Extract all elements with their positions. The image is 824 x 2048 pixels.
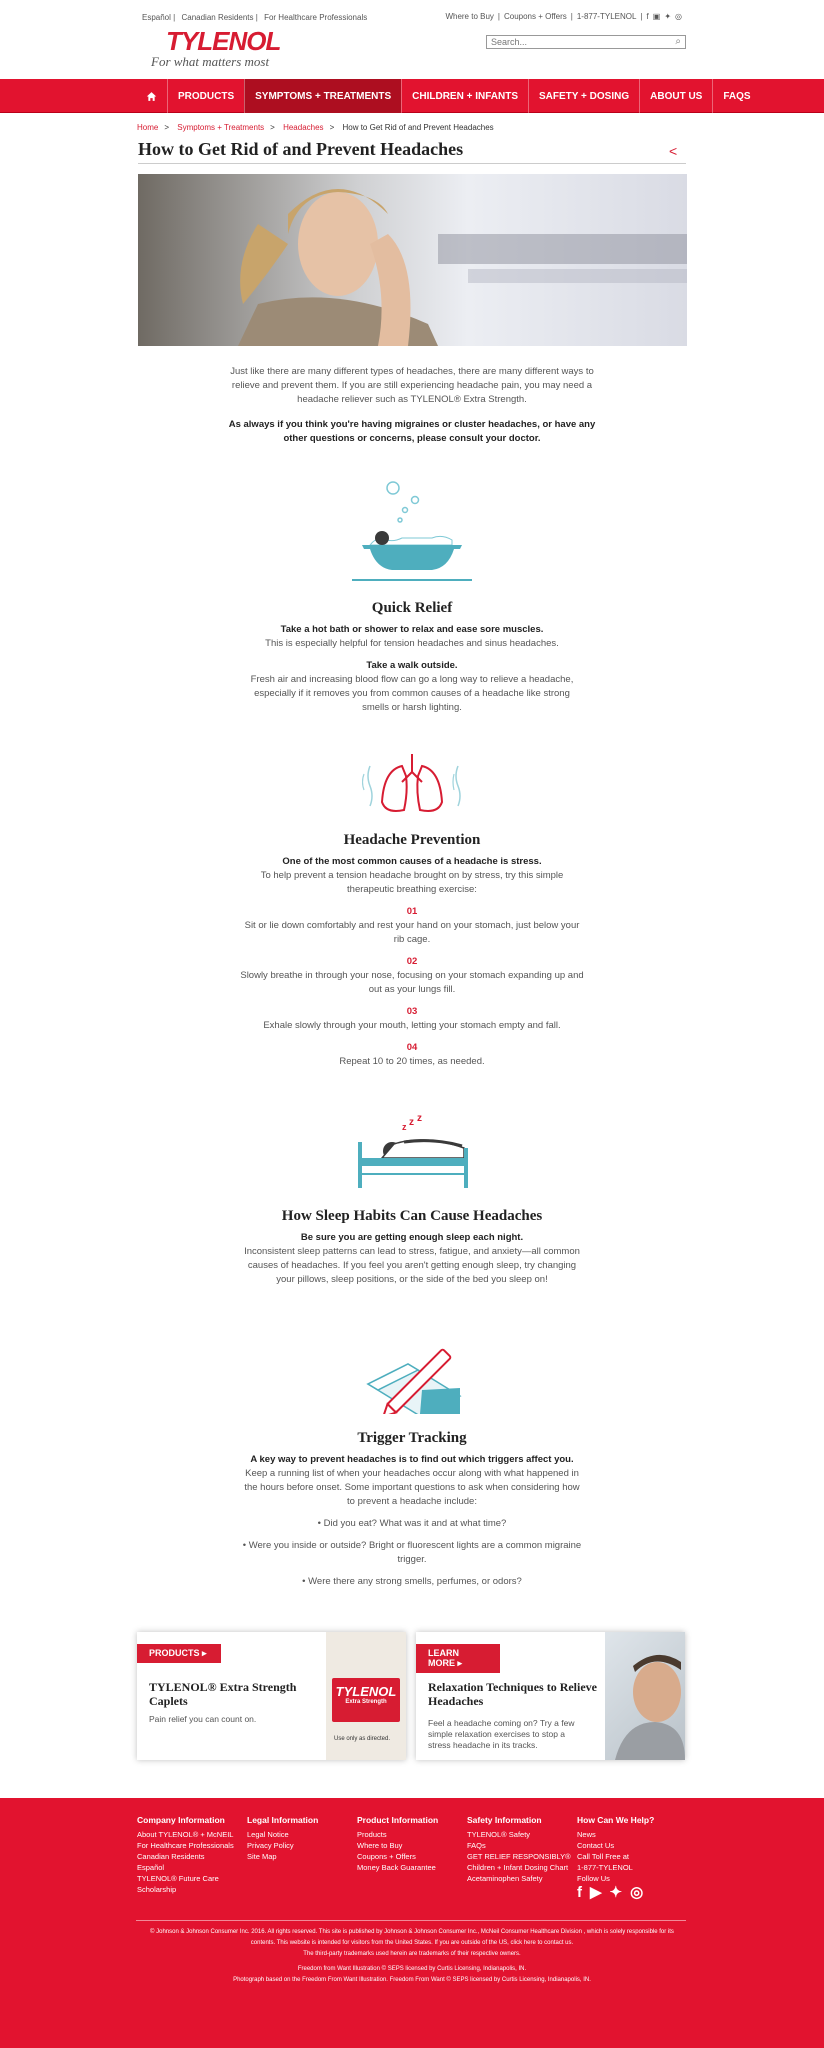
card-text: Pain relief you can count on. — [149, 1714, 257, 1724]
prevention-text: To help prevent a tension headache brought on by stress, try this simple therapeutic breathing exercise: — [260, 870, 564, 895]
footer-link[interactable]: FAQs — [467, 1841, 486, 1850]
search-icon[interactable]: ⌕ — [675, 36, 681, 47]
footer-link[interactable]: TYLENOL® Future Care Scholarship — [137, 1874, 219, 1894]
footer-link[interactable]: TYLENOL® Safety — [467, 1830, 531, 1839]
home-icon[interactable] — [136, 79, 167, 113]
learn-more-card[interactable] — [416, 1632, 685, 1760]
espanol-link[interactable]: Español — [142, 13, 171, 22]
footer-link[interactable]: Where to Buy — [357, 1841, 403, 1850]
nav-symptoms[interactable]: SYMPTOMS + TREATMENTS — [244, 79, 401, 113]
legal-text: The third-party trademarks used herein are trademarks of their respective owners. — [303, 1951, 521, 1957]
coupons-link[interactable]: Coupons + Offers — [503, 12, 567, 21]
breadcrumb: Home > Symptoms + Treatments > Headaches > How to Get Rid of and Prevent Headaches — [137, 123, 494, 132]
prevention-lead: One of the most common causes of a headache is stress. — [282, 856, 542, 867]
sleep-text: Inconsistent sleep patterns can lead to stress, fatigue, and anxiety—all common causes of headaches. If you feel you aren't getting enough sleep, try changing your pillows, sleep positions, or the side of the bed you sleep on! — [244, 1246, 580, 1285]
footer-text: Call Toll Free at — [577, 1852, 629, 1861]
tagline: For what matters most — [151, 54, 270, 69]
footer-link[interactable]: 1-877-TYLENOL — [577, 1863, 633, 1872]
step-text: Slowly breathe in through your nose, focusing on your stomach expanding up and out as your lungs fill. — [240, 970, 584, 995]
trigger-title: Trigger Tracking — [357, 1430, 467, 1446]
footer-text: Follow Us — [577, 1874, 610, 1883]
legal-text: Photograph based on the Freedom From Want Illustration. Freedom From Want © SEPS licensed by Curtis Licensing, Indianapolis, IN. — [233, 1977, 591, 1983]
bath-icon — [352, 478, 472, 588]
sleep-lead: Be sure you are getting enough sleep each night. — [300, 1232, 524, 1243]
intro-text: Just like there are many different types of headaches, there are many different ways to relieve and prevent them. If you are still experiencing headache pain, you may need a headache reliever such as TYLENOL® Extra Strength. — [230, 366, 594, 405]
footer-link[interactable]: Canadian Residents — [137, 1852, 205, 1861]
svg-text:z: z — [402, 1122, 407, 1132]
footer-link[interactable]: Coupons + Offers — [357, 1852, 416, 1861]
nav-products[interactable]: PRODUCTS — [167, 79, 244, 113]
facebook-icon[interactable]: f — [646, 12, 649, 21]
step-text: Repeat 10 to 20 times, as needed. — [339, 1056, 485, 1067]
sleep-section — [240, 1208, 584, 1295]
twitter-icon[interactable]: ✦ — [609, 1884, 623, 1901]
crumb-headaches[interactable]: Headaches — [283, 123, 324, 132]
trigger-section — [240, 1430, 584, 1597]
footer-link[interactable]: Contact Us — [577, 1841, 615, 1850]
step-text: Sit or lie down comfortably and rest your hand on your stomach, just below your rib cage. — [244, 920, 580, 945]
hero-image — [138, 174, 687, 346]
quick-lead-1: Take a hot bath or shower to relax and ease sore muscles. — [280, 624, 544, 635]
trigger-question: • Did you eat? What was it and at what time? — [317, 1518, 507, 1529]
footer-link[interactable]: Privacy Policy — [247, 1841, 294, 1850]
footer-col-legal: Legal Information Legal Notice Privacy Policy Site Map — [247, 1815, 319, 1861]
step-number: 04 — [406, 1042, 418, 1053]
footer-link[interactable]: For Healthcare Professionals — [137, 1841, 234, 1850]
products-tag[interactable]: PRODUCTS ▸ — [137, 1644, 221, 1663]
utility-links-left: Español | Canadian Residents | For Healthcare Professionals — [142, 13, 368, 22]
trigger-question: • Were there any strong smells, perfumes, or odors? — [302, 1576, 522, 1587]
footer-col-help: How Can We Help? News Contact Us Call Toll Free at 1-877-TYLENOL Follow Us f ▶ ✦ ◎ — [577, 1815, 655, 1901]
footer-link[interactable]: Legal Notice — [247, 1830, 289, 1839]
footer-link[interactable]: Money Back Guarantee — [357, 1863, 436, 1872]
where-to-buy-link[interactable]: Where to Buy — [445, 12, 494, 21]
step-number: 02 — [406, 956, 418, 967]
footer — [0, 1798, 824, 2048]
intro — [220, 365, 604, 446]
instagram-icon[interactable]: ◎ — [630, 1884, 644, 1901]
crumb-symptoms[interactable]: Symptoms + Treatments — [177, 123, 265, 132]
phone-link[interactable]: 1-877-TYLENOL — [576, 12, 637, 21]
footer-link[interactable]: GET RELIEF RESPONSIBLY® — [467, 1852, 571, 1861]
relaxing-man-image — [605, 1632, 685, 1760]
quick-text-2: Fresh air and increasing blood flow can go a long way to relieve a headache, especially if it removes you from common causes of a headache like strong smells or harsh lighting. — [250, 674, 574, 713]
footer-link[interactable]: Children + Infant Dosing Chart — [467, 1863, 569, 1872]
footer-col-product: Product Information Products Where to Buy Coupons + Offers Money Back Guarantee — [357, 1815, 439, 1872]
footer-divider — [136, 1920, 686, 1921]
footer-link[interactable]: Products — [357, 1830, 387, 1839]
card-title: Relaxation Techniques to Relieve Headaches — [428, 1680, 598, 1708]
footer-link[interactable]: Site Map — [247, 1852, 277, 1861]
footer-link[interactable]: Español — [137, 1863, 165, 1872]
footer-col-safety: Safety Information TYLENOL® Safety FAQs GET RELIEF RESPONSIBLY® Children + Infant Dosing Chart Acetaminophen Safety — [467, 1815, 571, 1883]
trigger-text: Keep a running list of when your headaches occur along with what happened in the hours before onset. Some important questions to ask when considering how to prevent a headache include: — [244, 1468, 580, 1507]
footer-col-company: Company Information About TYLENOL® + McNEIL For Healthcare Professionals Canadian Residents Español TYLENOL® Future Care Scholarship — [137, 1815, 237, 1895]
svg-text:z: z — [409, 1117, 414, 1128]
crumb-current: How to Get Rid of and Prevent Headaches — [342, 123, 494, 132]
page-title: How to Get Rid of and Prevent Headaches — [138, 139, 686, 164]
prevention-section — [240, 832, 584, 1077]
nav-about[interactable]: ABOUT US — [639, 79, 712, 113]
sleeping-bed-icon — [354, 1114, 472, 1195]
footer-link[interactable]: About TYLENOL® + McNEIL — [137, 1830, 234, 1839]
trigger-lead: A key way to prevent headaches is to find out which triggers affect you. — [250, 1454, 574, 1465]
product-box-image: TYLENOL Extra Strength Use only as directed. — [326, 1632, 406, 1760]
pros-link[interactable]: For Healthcare Professionals — [264, 13, 368, 22]
youtube-icon[interactable]: ▶ — [590, 1884, 602, 1901]
lungs-icon — [362, 752, 462, 823]
utility-links-right: Where to Buy | Coupons + Offers | 1-877-TYLENOL | f ▣ ✦ ◎ — [445, 12, 682, 21]
nav-faqs[interactable]: FAQS — [712, 79, 760, 113]
youtube-icon[interactable]: ▣ — [652, 12, 661, 21]
instagram-icon[interactable]: ◎ — [675, 12, 682, 21]
footer-link[interactable]: Acetaminophen Safety — [467, 1874, 543, 1883]
tylenol-logo[interactable]: TYLENOL — [166, 26, 281, 56]
quick-lead-2: Take a walk outside. — [366, 660, 458, 671]
sleep-title: How Sleep Habits Can Cause Headaches — [281, 1208, 543, 1224]
crumb-home[interactable]: Home — [137, 123, 159, 132]
main-nav — [0, 79, 824, 113]
card-title: TYLENOL® Extra Strength Caplets — [149, 1680, 297, 1708]
nav-safety[interactable]: SAFETY + DOSING — [528, 79, 639, 113]
step-text: Exhale slowly through your mouth, letting your stomach empty and fall. — [263, 1020, 561, 1031]
header — [0, 0, 824, 78]
quick-relief-title: Quick Relief — [371, 600, 453, 616]
footer-link[interactable]: News — [577, 1830, 596, 1839]
intro-bold: As always if you think you're having migraines or cluster headaches, or have any other questions or concerns, please consult your doctor. — [228, 419, 596, 444]
nav-children[interactable]: CHILDREN + INFANTS — [401, 79, 528, 113]
svg-text:z: z — [417, 1114, 422, 1124]
canadian-link[interactable]: Canadian Residents — [181, 13, 254, 22]
share-icon[interactable]: < — [669, 143, 678, 159]
trigger-question: • Were you inside or outside? Bright or fluorescent lights are a common migraine trigger. — [242, 1540, 582, 1565]
notepad-pencil-icon — [360, 1340, 464, 1419]
step-number: 01 — [406, 906, 418, 917]
search-input[interactable]: Search... ⌕ — [486, 35, 686, 49]
quick-relief-section — [240, 600, 584, 723]
step-number: 03 — [406, 1006, 418, 1017]
legal-text: Freedom from Want Illustration © SEPS licensed by Curtis Licensing, Indianapolis, IN. — [297, 1966, 527, 1972]
twitter-icon[interactable]: ✦ — [664, 12, 672, 21]
legal-text: © Johnson & Johnson Consumer Inc. 2016. All rights reserved. This site is published by Johnson & Johnson Consumer Inc., McNeil Consumer Healthcare Division , which is solely responsible for its contents. This website is intended for visitors from the United States. If you are outside of the US, click here to contact us. — [150, 1929, 674, 1946]
prevention-title: Headache Prevention — [343, 832, 481, 848]
facebook-icon[interactable]: f — [577, 1884, 582, 1901]
card-text: Feel a headache coming on? Try a few simple relaxation exercises to stop a stress headache in its tracks. — [428, 1718, 575, 1750]
learn-more-tag[interactable]: LEARN MORE ▸ — [416, 1644, 500, 1673]
products-card[interactable] — [137, 1632, 406, 1760]
quick-text-1: This is especially helpful for tension headaches and sinus headaches. — [265, 638, 559, 649]
